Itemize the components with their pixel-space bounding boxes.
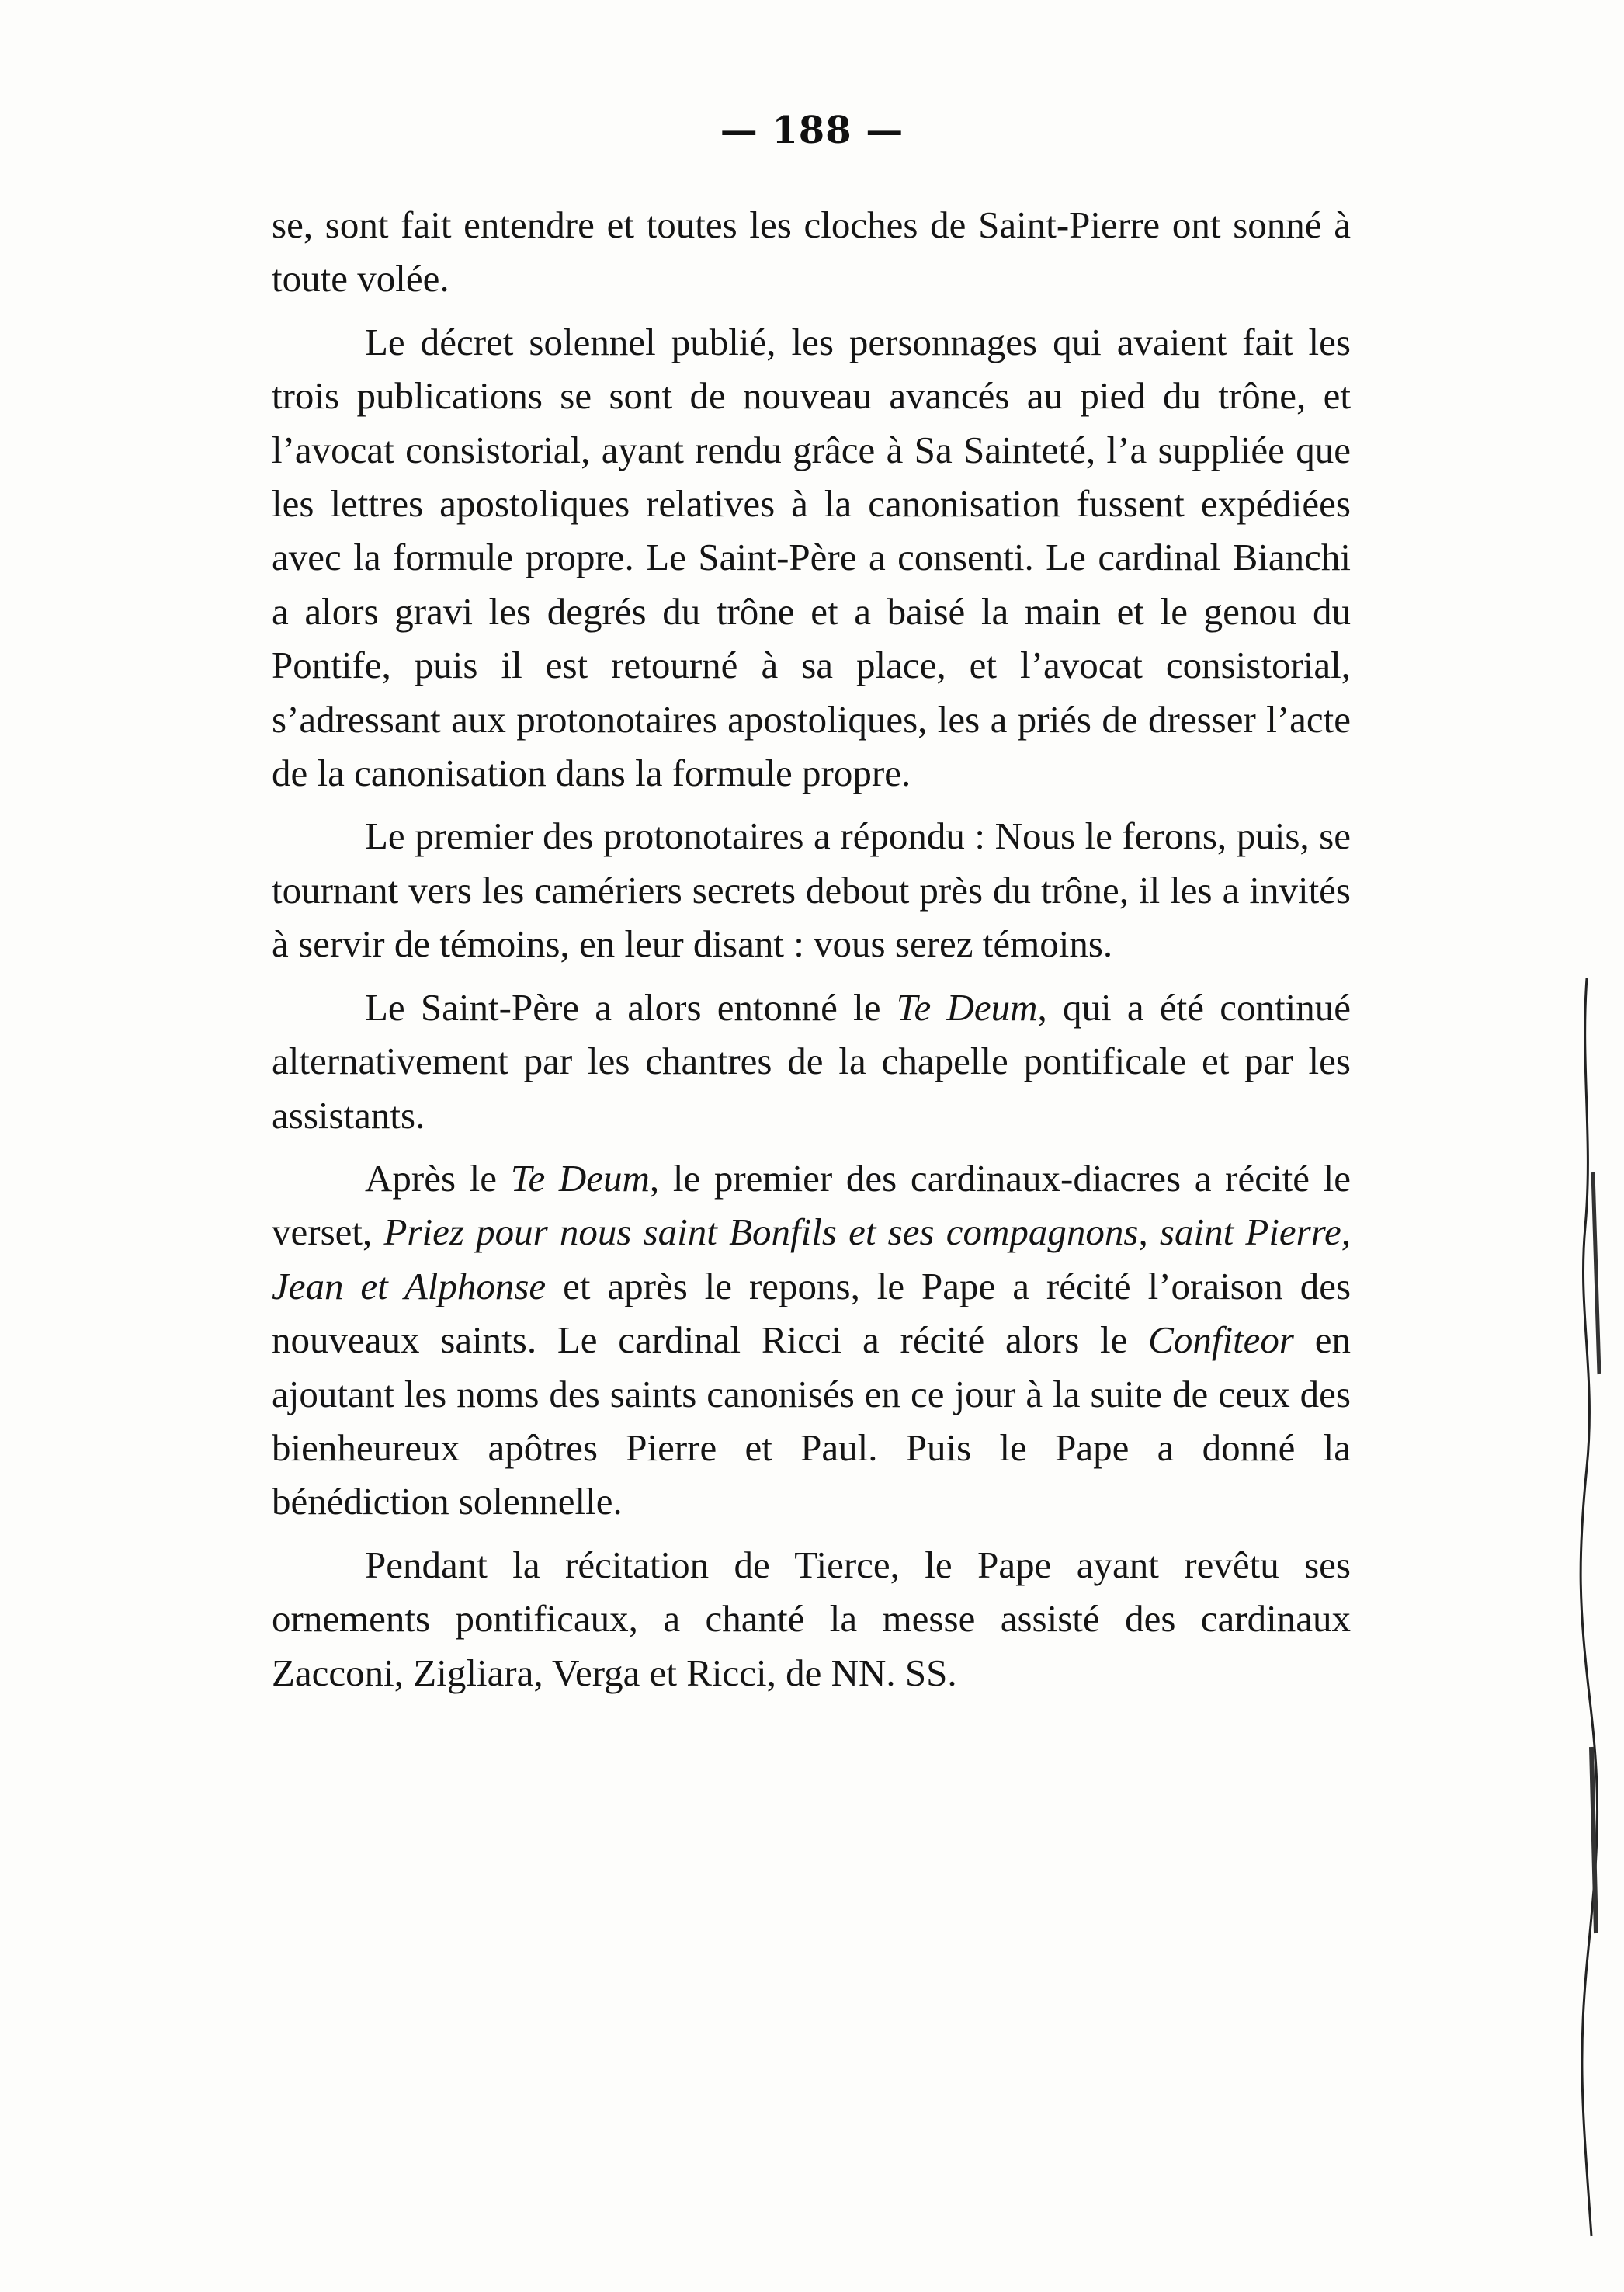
text-run: , qui a été continué alternativement par les chantres de la chapelle pontificale et par les assistants. [272,985,1351,1137]
text-run: Le premier des protonotaires a répondu : Nous le ferons, puis, se tournant vers les camériers secrets debout près du trône, il les a invités à servir de témoins, en leur disant : vous serez témoins. [272,814,1351,966]
text-run: en ajoutant les noms des saints canonisés en ce jour à la suite de ceux des bienheureux apôtres Pierre et Paul. Puis le Pape a donné la bénédiction solennelle. [272,1318,1352,1523]
italic-run: Priez pour nous saint Bonfils et ses compagnons, saint Pierre, Jean et Alphonse [272,1210,1351,1307]
paragraph-2 [272,315,1351,800]
text-run: se, sont fait entendre et toutes les cloches de Saint-Pierre ont sonné à toute volée. [272,203,1351,300]
text-run: Le décret solennel publié, les personnages qui avaient fait les trois publications se sont de nouveau avancés au pied du trône, et l’avocat consistorial, ayant rendu grâce à Sa Sainteté, l’a suppliée que les lettres apostoliques relatives à la canonisation fussent expédiées avec la formule propre. Le Saint-Père a consenti. Le cardinal Bianchi a alors gravi les degrés du trône et a baisé la main et le genou du Pontife, puis il est retourné à sa place, et l’avocat consistorial, s’adressant aux protonotaires apostoliques, les a priés de dresser l’acte de la canonisation dans la formule propre. [272,320,1351,795]
text-run: Pendant la récitation de Tierce, le Pape ayant revêtu ses ornements pontificaux, a chanté la messe assisté des cardinaux Zacconi, Zigliara, Verga et Ricci, de NN. SS. [272,1543,1351,1694]
italic-run: Te Deum [510,1156,650,1200]
paragraph-4 [272,981,1351,1142]
page-number: — 188 — [720,109,904,152]
text-run: Après le [365,1156,511,1200]
paragraph-3 [272,809,1351,971]
text-run: Le Saint-Père a alors entonné le [365,985,897,1029]
italic-run: Te Deum [896,985,1038,1029]
paragraph-6 [272,1538,1351,1700]
scan-edge-artifact [1576,971,1607,2244]
text-run: et après le repons, le Pape a récité l’oraison des nouveaux saints. Le cardinal Ricci a récité alors le [272,1264,1352,1362]
body-text [272,198,1351,1709]
paragraph-1 [272,198,1351,306]
text-run: , le premier des cardinaux-diacres a récité le verset, [272,1156,1351,1254]
italic-run: Confiteor [1148,1318,1294,1362]
paragraph-5 [272,1151,1351,1529]
